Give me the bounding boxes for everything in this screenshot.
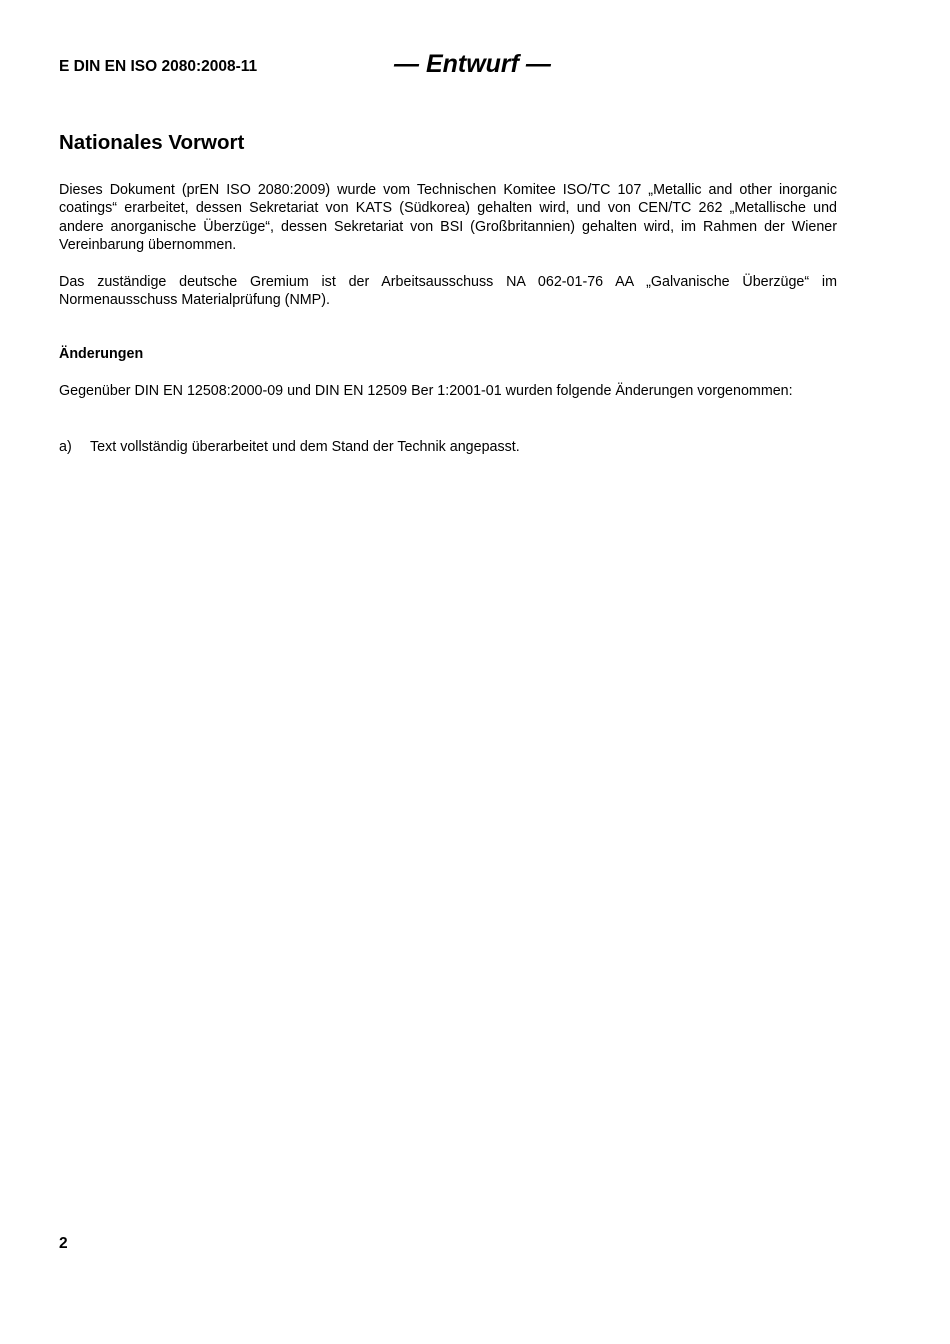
draft-label: — Entwurf — <box>394 50 551 78</box>
foreword-paragraph: Dieses Dokument (prEN ISO 2080:2009) wurde vom Technischen Komitee ISO/TC 107 „Metallic and other inorganic coatings“ erarbeitet, dessen Sekretariat von KATS (Südkorea) gehalten wird, und von CEN/TC 262 „Metallische und andere anorganische Überzüge“, dessen Sekretariat von BSI (Großbritannien) gehalten wird, im Rahmen der Wiener Vereinbarung übernommen. <box>59 182 837 254</box>
foreword-paragraph: Das zuständige deutsche Gremium ist der Arbeitsausschuss NA 062-01-76 AA „Galvanische Überzüge“ im Normenausschuss Materialprüfung (NMP). <box>59 274 837 309</box>
page-number: 2 <box>59 1235 68 1252</box>
document-id: E DIN EN ISO 2080:2008-11 <box>59 58 258 75</box>
changes-heading: Änderungen <box>59 346 144 362</box>
section-title: Nationales Vorwort <box>59 131 245 154</box>
list-item <box>59 438 837 456</box>
changes-intro: Gegenüber DIN EN 12508:2000-09 und DIN EN 12509 Ber 1:2001-01 wurden folgende Änderungen vorgenommen: <box>59 383 793 399</box>
list-item-text: Text vollständig überarbeitet und dem Stand der Technik angepasst. <box>90 439 520 455</box>
list-marker: a) <box>59 439 72 455</box>
